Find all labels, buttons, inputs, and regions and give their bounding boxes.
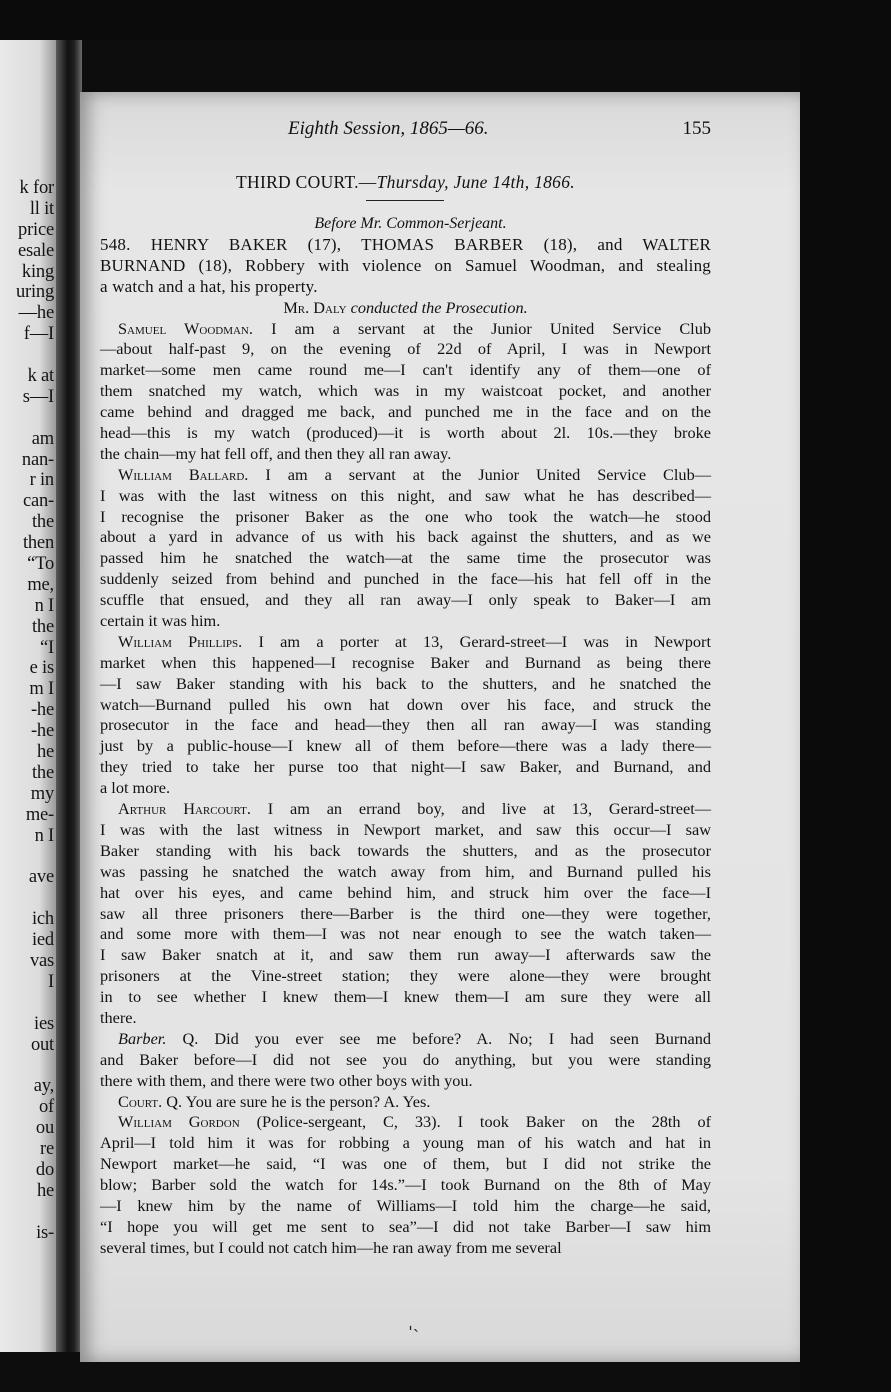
left-page-fragment: am	[31, 428, 54, 449]
testimony-line: about a yard in advance of us with his back against the shutters, and as we	[100, 527, 711, 547]
left-page-fragment: m I	[29, 679, 54, 700]
left-page-fragment: ll it	[29, 198, 54, 219]
testimony-line: just by a public-house—I knew all of them before—there was a lady there—	[100, 736, 711, 756]
testimony-line: I was with the last witness on this night, and saw what he has described—	[100, 485, 711, 505]
left-page-fragment	[0, 345, 54, 366]
testimony-line: I saw Baker snatch at it, and saw them run away—I afterwards saw the	[100, 945, 711, 965]
left-page-fragment: ay,	[33, 1076, 54, 1097]
testimony-line	[100, 799, 711, 820]
testimony-line: Newport market—he said, “I was one of them, but I did not strike the	[100, 1154, 711, 1174]
left-page-fragment: he	[36, 742, 54, 763]
testimony-text: Q. Did you ever see me before? A. No; I had seen Burnand	[166, 1028, 711, 1048]
testimony-line: them snatched my watch, which was in my waistcoat pocket, and another	[100, 381, 711, 401]
left-page-fragment: vas	[29, 950, 54, 971]
prosecutor-name: Mr. Daly	[283, 297, 347, 317]
testimony-paragraph	[100, 1112, 711, 1258]
testimony-line: hat over his eyes, and came behind him, and struck him over the face—I	[100, 882, 711, 902]
testimony-line: I was with the last witness in Newport market, and saw this occur—I saw	[100, 819, 711, 839]
court-heading	[100, 172, 711, 196]
left-page-fragment: do	[35, 1159, 54, 1180]
testimony-paragraph	[100, 1092, 711, 1113]
left-page-fragment: e is	[29, 658, 54, 679]
left-page-fragment: ied	[31, 930, 54, 951]
left-page-fragment	[0, 888, 54, 909]
left-page-fragment: ave	[28, 867, 54, 888]
testimony-line	[100, 319, 711, 340]
left-page-fragment: n I	[34, 825, 54, 846]
left-page-fragment: “I	[40, 637, 54, 658]
book-gutter	[56, 40, 82, 1352]
left-page-fragment: -he	[30, 700, 54, 721]
testimony-line: there.	[100, 1007, 137, 1027]
left-page-fragment: r in	[29, 470, 54, 491]
prosecution-line	[100, 298, 711, 319]
left-page-fragment: I	[48, 971, 54, 992]
speaker-name: Court.	[118, 1091, 163, 1111]
testimony-text: I am a servant at the Junior United Service Club	[252, 318, 711, 338]
testimony-line: head—this is my watch (produced)—it is worth about 2l. 10s.—they broke	[100, 423, 711, 443]
testimony-text: I am a porter at 13, Gerard-street—I was in Newport	[242, 631, 711, 651]
testimony-paragraph	[100, 1029, 711, 1092]
case-title	[100, 235, 711, 298]
left-page-fragment: s—I	[22, 386, 54, 407]
left-page-fragment: nan-	[21, 449, 54, 470]
left-page-fragment: -he	[30, 721, 54, 742]
case-title-line: BURNAND (18), Robbery with violence on Samuel Woodman, and stealing	[100, 255, 711, 275]
testimony-text: (Police-sergeant, C, 33). I took Baker on the 28th of	[239, 1112, 712, 1132]
left-page-fragment	[0, 847, 54, 868]
case-title-line: a watch and a hat, his property.	[100, 276, 318, 296]
left-page-fragment: n I	[34, 595, 54, 616]
left-page-fragment: k for	[19, 178, 54, 198]
testimony-line: —I saw Baker standing with his back to the shutters, and he snatched the	[100, 673, 711, 693]
left-page-fragment: the	[31, 616, 54, 637]
running-head	[100, 118, 711, 158]
testimony-line: I recognise the prisoner Baker as the one who took the watch—he stood	[100, 506, 711, 526]
testimony-paragraph	[100, 319, 711, 465]
testimony-line: watch—Burnand pulled his own hat down over his face, and struck the	[100, 694, 711, 714]
left-page-fragment	[0, 1202, 54, 1223]
running-title: Eighth Session, 1865—66.	[288, 118, 489, 139]
testimony-line	[100, 465, 711, 486]
testimony-line: —I knew him by the name of Williams—I told him the charge—he said,	[100, 1195, 711, 1215]
testimony-line: market—some men came round me—I can't identify any of them—one of	[100, 360, 711, 380]
top-dark-border	[0, 0, 891, 40]
testimony-line: and some more with them—I was not near enough to see the watch taken—	[100, 924, 711, 944]
case-title-line: 548. HENRY BAKER (17), THOMAS BARBER (18), and WALTER	[100, 235, 711, 254]
left-page-fragment: then	[22, 533, 54, 554]
left-page-fragment: of	[38, 1097, 54, 1118]
left-page-fragment	[0, 993, 54, 1014]
left-page-text-fragments	[0, 178, 54, 1243]
left-page-fragment: can-	[22, 491, 54, 512]
left-page-fragment: king	[21, 261, 54, 282]
testimony-line: there with them, and there were two other boys with you.	[100, 1070, 473, 1090]
testimony	[100, 319, 711, 1259]
left-page-fragment: ou	[35, 1118, 54, 1139]
prosecution-text: conducted the Prosecution.	[346, 297, 528, 317]
left-page-fragment: f—I	[23, 324, 54, 345]
testimony-line: —about half-past 9, on the evening of 22d of April, I was in Newport	[100, 339, 711, 359]
left-page-fragment: esale	[18, 240, 54, 261]
testimony-line: and Baker before—I did not see you do anything, but you were standing	[100, 1049, 711, 1069]
testimony-line: came behind and dragged me back, and punched me in the face and on the	[100, 402, 711, 422]
left-page-fragment: price	[18, 219, 54, 240]
testimony-line: certain it was him.	[100, 611, 221, 631]
footer-mark: ˌˏ	[408, 1312, 419, 1333]
left-page-fragment: he	[36, 1180, 54, 1201]
testimony-line: Baker standing with his back towards the shutters, and as the prosecutor	[100, 840, 711, 860]
left-page-fragment	[0, 1055, 54, 1076]
left-page-fragment: re	[40, 1138, 54, 1159]
testimony-paragraph	[100, 632, 711, 799]
testimony-line: they tried to take her purse too that night—I saw Baker, and Burnand, and	[100, 757, 711, 777]
left-page-fragment: uring	[15, 282, 54, 303]
testimony-text: I am a servant at the Junior United Service Club—	[248, 464, 711, 484]
left-page-fragment: “To	[27, 554, 54, 575]
page-number: 155	[682, 118, 711, 139]
testimony-line: a lot more.	[100, 778, 171, 798]
testimony-line: the chain—my hat fell off, and then they all ran away.	[100, 443, 452, 463]
left-page-fragment: k at	[27, 366, 54, 387]
testimony-line: April—I told him it was for robbing a young man of his watch and hat in	[100, 1133, 711, 1153]
right-dark-border	[800, 0, 891, 1392]
testimony-line: “I hope you will get me sent to sea”—I did not take Barber—I saw him	[100, 1216, 711, 1236]
testimony-paragraph	[100, 799, 711, 1029]
testimony-line: blow; Barber sold the watch for 14s.”—I took Burnand on the 8th of May	[100, 1175, 711, 1195]
testimony-line: prosecutor in the face and head—they then all ran away—I was standing	[100, 715, 711, 735]
testimony-line: in to see whether I knew them—I knew them—I am sure they were all	[100, 987, 711, 1007]
testimony-line: several times, but I could not catch him—he ran away from me several	[100, 1237, 562, 1257]
testimony-line: passed him he snatched the watch—at the same time the prosecutor was	[100, 548, 711, 568]
speaker-name: Barber.	[118, 1028, 167, 1048]
before-judge: Before Mr. Common-Serjeant.	[314, 215, 507, 232]
testimony-text: Q. You are sure he is the person? A. Yes.	[162, 1091, 431, 1111]
page-content	[100, 118, 711, 1259]
left-page-fragment: the	[31, 762, 54, 783]
testimony-line: market when this happened—I recognise Baker and Burnand as being there	[100, 652, 711, 672]
left-page-fragment	[0, 408, 54, 429]
speaker-name: William Phillips.	[118, 631, 243, 651]
testimony-paragraph	[100, 465, 711, 632]
testimony-text: I am an errand boy, and live at 13, Gerard-street—	[250, 799, 711, 819]
speaker-name: William Gordon	[118, 1112, 240, 1132]
testimony-line	[100, 632, 711, 653]
speaker-name: Arthur Harcourt.	[118, 799, 251, 819]
left-page-fragment: me,	[27, 574, 54, 595]
court-heading-plain: THIRD COURT.—	[236, 172, 377, 192]
left-facing-page	[0, 40, 56, 1352]
left-page-fragment: out	[30, 1034, 54, 1055]
testimony-line: prisoners at the Vine-street station; they were alone—they were brought	[100, 966, 711, 986]
left-page-fragment: ich	[31, 909, 54, 930]
court-heading-date: Thursday, June 14th, 1866.	[376, 172, 575, 192]
testimony-line: scuffle that ensued, and they all ran away—I only speak to Baker—I am	[100, 590, 711, 610]
testimony-line: suddenly seized from behind and punched in the face—his hat fell off in the	[100, 569, 711, 589]
left-page-fragment: ies	[34, 1013, 54, 1034]
testimony-line: saw all three prisoners there—Barber is the third one—they were together,	[100, 903, 711, 923]
left-page-fragment: my	[30, 783, 54, 804]
testimony-line	[100, 1092, 711, 1113]
left-page-fragment: the	[31, 512, 54, 533]
left-page-fragment: is-	[36, 1222, 54, 1243]
left-page-fragment: me-	[25, 804, 54, 825]
speaker-name: William Ballard.	[118, 464, 249, 484]
heading-rule	[366, 200, 444, 201]
testimony-line	[100, 1029, 711, 1050]
left-page-fragment: —he	[18, 303, 54, 324]
testimony-line	[100, 1112, 711, 1133]
testimony-line: was passing he snatched the watch away from him, and Burnand pulled his	[100, 861, 711, 881]
speaker-name: Samuel Woodman.	[118, 318, 253, 338]
